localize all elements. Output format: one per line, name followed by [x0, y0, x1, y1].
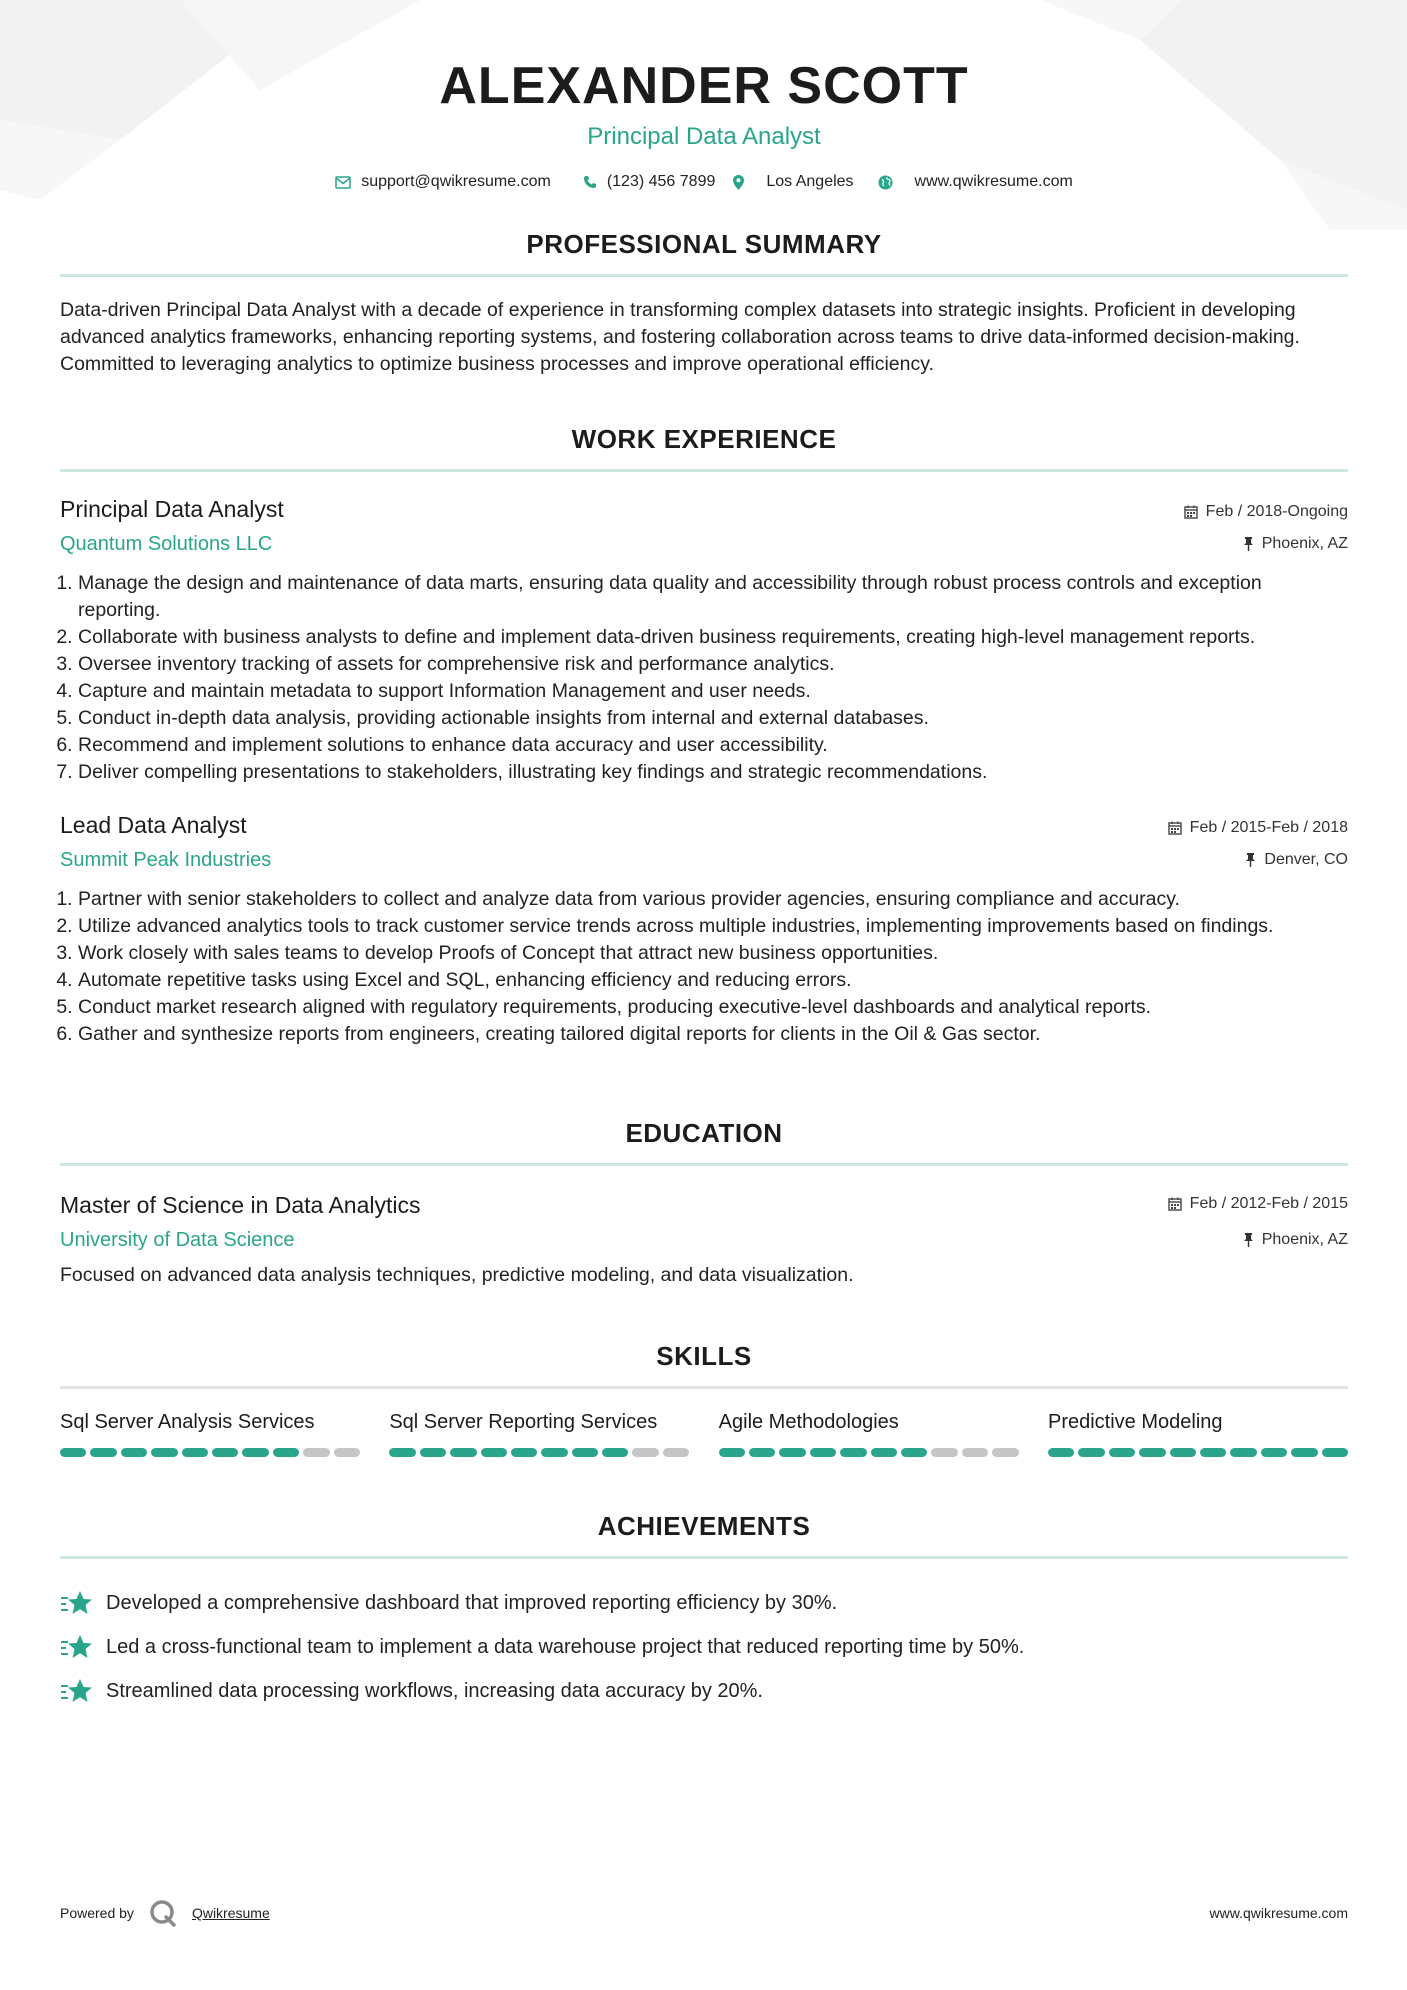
duty-item: 6. Recommend and implement solutions to enhance data accuracy and user accessibility.	[78, 732, 1348, 759]
duty-item: 2. Utilize advanced analytics tools to track customer service trends across multiple industries, implementing improvements based on findings.	[78, 913, 1348, 940]
achievement-item	[60, 1581, 1348, 1625]
envelope-icon	[335, 176, 351, 189]
pushpin-icon	[1245, 853, 1256, 867]
skills-divider	[60, 1386, 1348, 1389]
skill-segment-filled	[810, 1448, 836, 1457]
contact-email[interactable]	[335, 173, 551, 191]
education-location: Phoenix, AZ	[1261, 1231, 1348, 1249]
achievements-heading: ACHIEVEMENTS	[597, 1511, 811, 1542]
job-company: Quantum Solutions LLC	[60, 533, 273, 556]
skill-name: Sql Server Reporting Services	[389, 1411, 658, 1434]
footer-website[interactable]: www.qwikresume.com	[1209, 1905, 1348, 1921]
experience-section	[60, 424, 1348, 1048]
skill-level-bar	[60, 1448, 360, 1457]
contact-location	[733, 173, 853, 191]
skill-level-bar	[389, 1448, 689, 1457]
skill-segment-filled	[1078, 1448, 1104, 1457]
location-pin-icon	[733, 175, 744, 190]
skill-segment-empty	[962, 1448, 988, 1457]
skill-name: Predictive Modeling	[1047, 1411, 1223, 1434]
pushpin-icon	[1243, 1233, 1254, 1247]
summary-divider	[60, 274, 1348, 277]
job-dates: Feb / 2015-Feb / 2018	[1189, 819, 1348, 837]
skill-segment-filled	[1109, 1448, 1135, 1457]
phone-icon	[583, 175, 597, 189]
skills-section	[60, 1341, 1348, 1457]
skill-name: Sql Server Analysis Services	[60, 1411, 315, 1434]
duty-item: 3. Work closely with sales teams to develop Proofs of Concept that attract new business opportunities.	[78, 940, 1348, 967]
education-divider	[60, 1163, 1348, 1166]
candidate-name: ALEXANDER SCOTT	[439, 57, 969, 115]
contact-phone-text: (123) 456 7899	[606, 173, 716, 191]
calendar-icon	[1168, 821, 1182, 835]
skill-segment-empty	[632, 1448, 658, 1457]
summary-heading: PROFESSIONAL SUMMARY	[526, 229, 882, 260]
skill-segment-filled	[511, 1448, 537, 1457]
skill-segment-filled	[1261, 1448, 1287, 1457]
pushpin-icon	[1243, 537, 1254, 551]
education-section	[60, 1118, 1348, 1289]
candidate-title: Principal Data Analyst	[587, 123, 821, 151]
globe-icon	[878, 175, 893, 190]
skill-segment-filled	[151, 1448, 177, 1457]
skill-name: Agile Methodologies	[718, 1411, 899, 1434]
degree-name: Master of Science in Data Analytics	[60, 1192, 421, 1219]
skill-segment-filled	[901, 1448, 927, 1457]
skill-segment-filled	[389, 1448, 415, 1457]
duty-item: 1. Partner with senior stakeholders to collect and analyze data from various provider agencies, ensuring compliance and accuracy.	[78, 886, 1348, 913]
duty-item: 1. Manage the design and maintenance of data marts, ensuring data quality and accessibility through robust process controls and exception reporting.	[78, 570, 1348, 624]
school-name: University of Data Science	[60, 1229, 295, 1252]
achievements-list	[60, 1581, 1348, 1713]
summary-text: Data-driven Principal Data Analyst with a decade of experience in transforming complex datasets into strategic insights. Proficient in developing advanced analytics frameworks, enhancing reporting systems, and fostering collaboration across teams to drive data-informed decision-making. Committed to leveraging analytics to optimize business processes and improve operational efficiency.	[60, 299, 1300, 376]
skill-segment-empty	[931, 1448, 957, 1457]
achievement-text: Led a cross-functional team to implement a data warehouse project that reduced reporting time by 50%.	[106, 1635, 1025, 1658]
calendar-icon	[1168, 1197, 1182, 1211]
job-company: Summit Peak Industries	[60, 849, 272, 872]
achievement-item	[60, 1669, 1348, 1713]
achievement-item	[60, 1625, 1348, 1669]
skill-segment-filled	[1291, 1448, 1317, 1457]
achievements-section	[60, 1511, 1348, 1713]
duty-item: 5. Conduct in-depth data analysis, providing actionable insights from internal and external databases.	[78, 705, 1348, 732]
contact-email-text: support@qwikresume.com	[361, 173, 551, 191]
achievement-text: Developed a comprehensive dashboard that improved reporting efficiency by 30%.	[106, 1591, 838, 1614]
skill-segment-empty	[992, 1448, 1018, 1457]
skill-segment-filled	[1322, 1448, 1348, 1457]
skill-segment-empty	[334, 1448, 360, 1457]
job-entry	[60, 812, 1348, 1048]
skills-list	[60, 1411, 1348, 1457]
skill-level-bar	[719, 1448, 1019, 1457]
achievement-text: Streamlined data processing workflows, increasing data accuracy by 20%.	[106, 1679, 763, 1702]
skill-segment-filled	[749, 1448, 775, 1457]
education-description: Focused on advanced data analysis techniques, predictive modeling, and data visualization.	[60, 1264, 854, 1287]
skill-segment-filled	[481, 1448, 507, 1457]
skill-item	[389, 1411, 689, 1457]
resume-page	[60, 0, 1348, 1713]
skill-segment-filled	[871, 1448, 897, 1457]
contact-phone[interactable]	[583, 173, 716, 191]
skill-level-bar	[1048, 1448, 1348, 1457]
duty-item: 4. Capture and maintain metadata to support Information Management and user needs.	[78, 678, 1348, 705]
experience-divider	[60, 469, 1348, 472]
resume-header	[60, 0, 1348, 191]
skill-segment-filled	[1139, 1448, 1165, 1457]
skill-segment-filled	[60, 1448, 86, 1457]
duty-item: 3. Oversee inventory tracking of assets for comprehensive risk and performance analytics.	[78, 651, 1348, 678]
skills-heading: SKILLS	[656, 1341, 752, 1372]
duty-item: 5. Conduct market research aligned with regulatory requirements, producing executive-level dashboards and analytical reports.	[78, 994, 1348, 1021]
job-duties	[60, 886, 1348, 1048]
skill-segment-filled	[121, 1448, 147, 1457]
skill-segment-filled	[602, 1448, 628, 1457]
skill-segment-filled	[420, 1448, 446, 1457]
skill-segment-filled	[779, 1448, 805, 1457]
skill-segment-filled	[182, 1448, 208, 1457]
skill-segment-filled	[541, 1448, 567, 1457]
achievements-divider	[60, 1556, 1348, 1559]
job-role: Principal Data Analyst	[60, 496, 284, 523]
skill-item	[60, 1411, 360, 1457]
skill-segment-filled	[273, 1448, 299, 1457]
star-award-icon	[60, 1677, 94, 1705]
skill-item	[1048, 1411, 1348, 1457]
contact-website-text: www.qwikresume.com	[914, 173, 1073, 191]
skill-segment-empty	[303, 1448, 329, 1457]
education-dates: Feb / 2012-Feb / 2015	[1189, 1195, 1348, 1213]
contact-bar	[60, 173, 1348, 191]
powered-by-label: Powered by	[60, 1905, 134, 1921]
job-entry	[60, 496, 1348, 786]
skill-segment-filled	[840, 1448, 866, 1457]
skill-segment-filled	[1170, 1448, 1196, 1457]
skill-segment-filled	[572, 1448, 598, 1457]
skill-segment-filled	[1200, 1448, 1226, 1457]
qwikresume-logo-icon	[148, 1898, 178, 1928]
experience-heading: WORK EXPERIENCE	[571, 424, 837, 455]
page-footer	[60, 1898, 1348, 1928]
skill-segment-filled	[1230, 1448, 1256, 1457]
qwikresume-link[interactable]: Qwikresume	[191, 1905, 270, 1921]
job-role: Lead Data Analyst	[60, 812, 247, 839]
job-dates: Feb / 2018-Ongoing	[1205, 503, 1348, 521]
job-location: Denver, CO	[1264, 851, 1348, 869]
skill-segment-filled	[719, 1448, 745, 1457]
duty-item: 7. Deliver compelling presentations to stakeholders, illustrating key findings and strategic recommendations.	[78, 759, 1348, 786]
calendar-icon	[1184, 505, 1198, 519]
skill-segment-filled	[90, 1448, 116, 1457]
skill-segment-empty	[663, 1448, 689, 1457]
powered-by	[60, 1898, 270, 1928]
duty-item: 2. Collaborate with business analysts to define and implement data-driven business requirements, creating high-level management reports.	[78, 624, 1348, 651]
duty-item: 6. Gather and synthesize reports from engineers, creating tailored digital reports for clients in the Oil & Gas sector.	[78, 1021, 1348, 1048]
star-award-icon	[60, 1589, 94, 1617]
education-entry	[60, 1192, 1348, 1289]
job-location: Phoenix, AZ	[1261, 535, 1348, 553]
skill-segment-filled	[450, 1448, 476, 1457]
skill-segment-filled	[212, 1448, 238, 1457]
contact-website[interactable]	[878, 173, 1073, 191]
duty-item: 4. Automate repetitive tasks using Excel and SQL, enhancing efficiency and reducing errors.	[78, 967, 1348, 994]
star-award-icon	[60, 1633, 94, 1661]
education-heading: EDUCATION	[625, 1118, 783, 1149]
job-duties	[60, 570, 1348, 786]
skill-item	[719, 1411, 1019, 1457]
contact-location-text: Los Angeles	[766, 173, 854, 191]
skill-segment-filled	[242, 1448, 268, 1457]
skill-segment-filled	[1048, 1448, 1074, 1457]
summary-section	[60, 229, 1348, 378]
